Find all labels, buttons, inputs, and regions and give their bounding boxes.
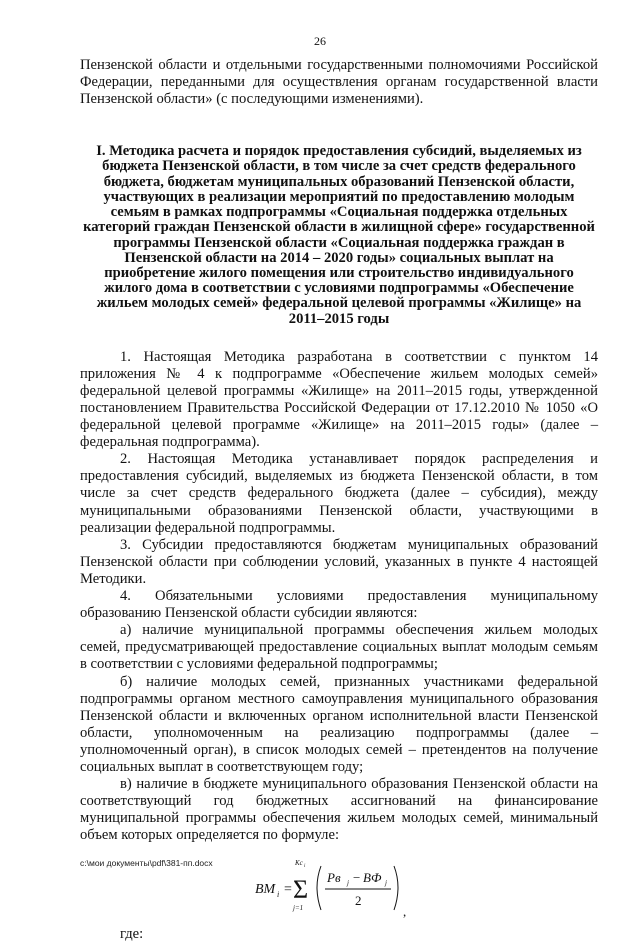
condition-v: в) наличие в бюджете муниципального образования Пензенской области на соответствующий год бюджетных ассигнований на финансирование муниципальной программы обеспечения жильем молодых семей, минимальный объем которых определяется по формуле: — [80, 776, 598, 844]
paragraph-3: 3. Субсидии предоставляются бюджетам муниципальных образований Пензенской области при соблюдении условий, указанных в пункте 4 настоящей Методики. — [80, 536, 598, 587]
formula-svg — [255, 852, 435, 926]
paragraph-2: 2. Настоящая Методика устанавливает порядок распределения и предоставления субсидий, выделяемых из бюджета Пензенской области, в том числе за счет средств федерального бюджета (далее – субсидия), между муниципальными образованиями Пензенской области, участвующими в реализации федеральной подпрограммы. — [80, 451, 598, 536]
where-label: где: — [120, 926, 144, 943]
paragraph-1: 1. Настоящая Методика разработана в соответствии с пунктом 14 приложения № 4 к подпрограмме «Обеспечение жильем молодых семей» федеральной целевой программы «Жилище» на 2011–2015 годы, утвержденной постановлением Правительства Российской Федерации от 17.12.2010 № 1050 «О федеральной целевой программе «Жилище» на 2011–2015 годы» (далее – федеральная подпрограмма). — [80, 348, 598, 451]
numerator-b-sub: j — [385, 879, 387, 888]
page-number: 26 — [314, 34, 326, 48]
intro-paragraph: Пензенской области и отдельными государственными полномочиями Российской Федерации, переданными для осуществления органам государственной власти Пензенской области» (с последующими изменениями). — [80, 57, 598, 108]
paragraph-4: 4. Обязательными условиями предоставления муниципальному образованию Пензенской области субсидии являются: — [80, 588, 598, 622]
footer-file-path: c:\мои документы\pdf\381-пп.docx — [80, 858, 213, 868]
condition-b: б) наличие молодых семей, признанных участниками федеральной подпрограммы органом местного самоуправления муниципального образования Пензенской области и включенных органом исполнительной власти Пензенской области, уполномоченным на реализацию подпрограммы (далее – уполномоченный орган), в список молодых семей – претендентов на получение социальных выплат в соответствующем году; — [80, 673, 598, 775]
minus-sign: − — [353, 870, 361, 886]
numerator-a-sub: j — [347, 879, 349, 888]
numerator-b: BФ — [363, 870, 382, 886]
right-paren — [394, 866, 398, 910]
denominator: 2 — [355, 893, 362, 909]
sum-upper-sub: i — [304, 864, 306, 870]
document-body — [80, 57, 598, 944]
condition-a: а) наличие муниципальной программы обеспечения жильем молодых семей, предусматривающей предоставление социальных выплат молодым семьям в соответствии с условиями федеральной подпрограммы; — [80, 622, 598, 673]
sum-upper: Kc — [295, 859, 303, 868]
left-paren — [317, 866, 321, 910]
sum-sign: Σ — [293, 875, 309, 905]
formula-comma: , — [403, 904, 407, 920]
equals-sign: = — [284, 882, 292, 898]
formula-lhs: BM — [255, 882, 276, 898]
sum-lower: j=1 — [293, 904, 304, 913]
formula-lhs-sub: i — [277, 890, 280, 900]
numerator-a: Pв — [327, 870, 341, 886]
section-heading: I. Методика расчета и порядок предоставления субсидий, выделяемых из бюджета Пензенской области, в том числе за счет средств федерального бюджета, бюджетам муниципальных образований Пензенской области, участвующих в реализации мероприятий по предоставлению молодым семьям в рамках подпрограммы «Социальная поддержка отдельных категорий граждан Пензенской области в жилищной сфере» государственной программы Пензенской области «Социальная поддержка граждан в Пензенской области на 2014 – 2020 годы» социальных выплат на приобретение жилого помещения или строительство индивидуального жилого дома в соответствии с условиями подпрограммы «Обеспечение жильем молодых семей» федеральной целевой программы «Жилище» на 2011–2015 годы — [83, 143, 595, 327]
